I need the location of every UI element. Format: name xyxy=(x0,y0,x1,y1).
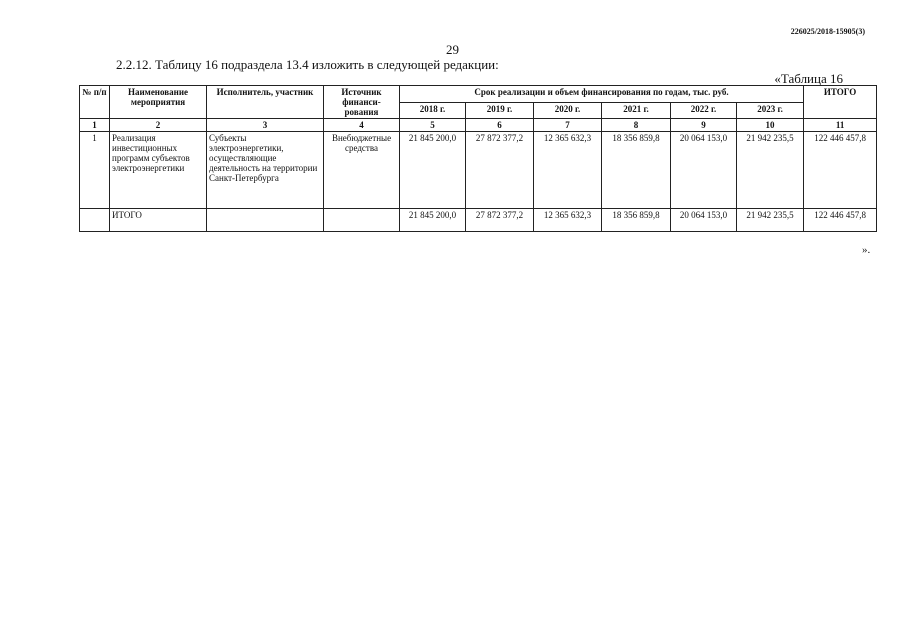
header-year: 2019 г. xyxy=(466,102,534,119)
column-number: 8 xyxy=(602,119,671,132)
column-number: 2 xyxy=(110,119,207,132)
document-id: 226025/2018-15905(3) xyxy=(790,27,865,36)
header-year: 2022 г. xyxy=(671,102,737,119)
header-num: № п/п xyxy=(80,86,110,119)
row-num: 1 xyxy=(80,132,110,209)
row-value: 12 365 632,3 xyxy=(534,132,602,209)
closing-quote: ». xyxy=(862,244,871,256)
column-number-row xyxy=(80,119,877,132)
financing-table xyxy=(79,85,877,232)
total-empty-cell xyxy=(324,209,400,232)
column-number: 1 xyxy=(80,119,110,132)
table-row xyxy=(80,132,877,209)
total-value: 18 356 859,8 xyxy=(602,209,671,232)
header-executor: Исполнитель, участник xyxy=(207,86,324,119)
column-number: 5 xyxy=(400,119,466,132)
row-value: 20 064 153,0 xyxy=(671,132,737,209)
header-year: 2018 г. xyxy=(400,102,466,119)
grand-total: 122 446 457,8 xyxy=(804,209,877,232)
row-value: 27 872 377,2 xyxy=(466,132,534,209)
column-number: 11 xyxy=(804,119,877,132)
header-source: Источник финанси-рования xyxy=(324,86,400,119)
column-number: 4 xyxy=(324,119,400,132)
total-value: 20 064 153,0 xyxy=(671,209,737,232)
header-year: 2021 г. xyxy=(602,102,671,119)
row-name: Реализация инвестиционных программ субъектов электроэнергетики xyxy=(110,132,207,209)
header-year: 2023 г. xyxy=(737,102,804,119)
instruction-text: 2.2.12. Таблицу 16 подраздела 13.4 изложить в следующей редакции: xyxy=(116,57,499,72)
column-number: 7 xyxy=(534,119,602,132)
total-empty-cell xyxy=(207,209,324,232)
header-period-group: Срок реализации и объем финансирования по годам, тыс. руб. xyxy=(400,86,804,103)
total-label: ИТОГО xyxy=(110,209,207,232)
total-value: 21 942 235,5 xyxy=(737,209,804,232)
header-name: Наименование мероприятия xyxy=(110,86,207,119)
row-source: Внебюджетные средства xyxy=(324,132,400,209)
row-value: 18 356 859,8 xyxy=(602,132,671,209)
total-value: 21 845 200,0 xyxy=(400,209,466,232)
total-row xyxy=(80,209,877,232)
page-number: 29 xyxy=(446,42,459,57)
total-value: 12 365 632,3 xyxy=(534,209,602,232)
row-total: 122 446 457,8 xyxy=(804,132,877,209)
header-year: 2020 г. xyxy=(534,102,602,119)
total-value: 27 872 377,2 xyxy=(466,209,534,232)
column-number: 3 xyxy=(207,119,324,132)
row-executor: Субъекты электроэнергетики, осуществляющие деятельность на территории Санкт-Петербурга xyxy=(207,132,324,209)
column-number: 10 xyxy=(737,119,804,132)
header-total: ИТОГО xyxy=(804,86,877,119)
row-value: 21 845 200,0 xyxy=(400,132,466,209)
row-value: 21 942 235,5 xyxy=(737,132,804,209)
table-caption: «Таблица 16 xyxy=(774,71,843,86)
total-empty-cell xyxy=(80,209,110,232)
column-number: 9 xyxy=(671,119,737,132)
column-number: 6 xyxy=(466,119,534,132)
